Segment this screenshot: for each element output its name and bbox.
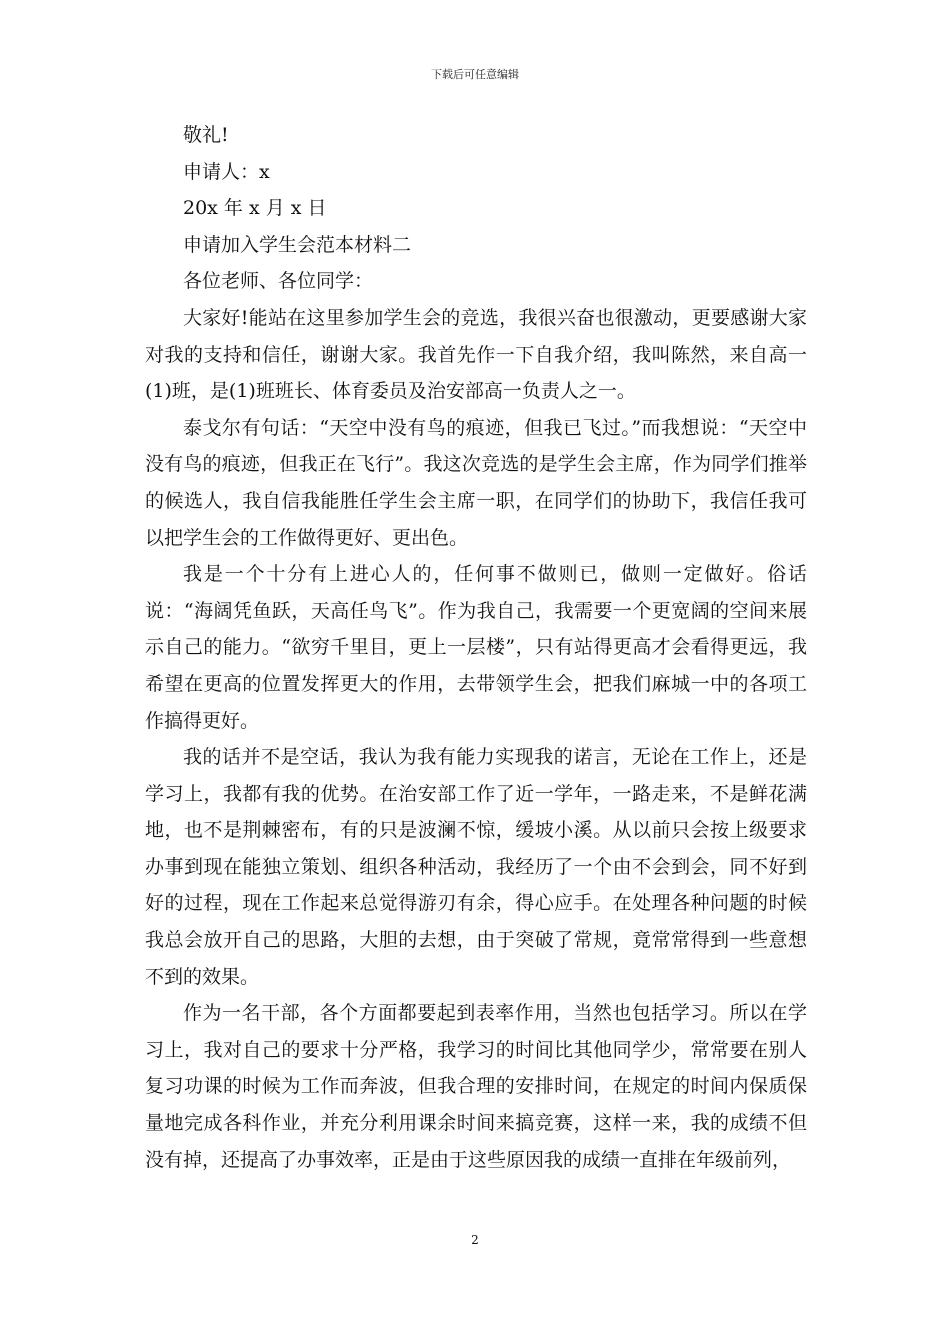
body-paragraph: 泰戈尔有句话：“天空中没有鸟的痕迹，但我已飞过。”而我想说：“天空中没有鸟的痕迹，但我正在飞行”。我这次竞选的是学生会主席，作为同学们推举的候选人，我自信我能胜任学生会主席一职，在同学们的协助下，我信任我可以把学生会的工作做得更好、更出色。 bbox=[145, 416, 807, 549]
salutation-line: 各位老师、各位同学： bbox=[183, 270, 374, 293]
date-line: 20x 年 x 月 x 日 bbox=[183, 197, 327, 220]
body-paragraph: 我是一个十分有上进心人的，任何事不做则已，做则一定做好。俗话说：“海阔凭鱼跃，天高任鸟飞”。作为我自己，我需要一个更宽阔的空间来展示自己的能力。“欲穷千里目，更上一层楼”，只有站得更高才会看得更远，我希望在更高的位置发挥更大的作用，去带领学生会，把我们麻城一中的各项工作搞得更好。 bbox=[145, 563, 807, 732]
page-header-note: 下载后可任意编辑 bbox=[431, 68, 519, 81]
section-title: 申请加入学生会范本材料二 bbox=[183, 233, 412, 256]
body-paragraph: 大家好!能站在这里参加学生会的竞选，我很兴奋也很激动，更要感谢大家对我的支持和信任，谢谢大家。我首先作一下自我介绍，我叫陈然，来自高一(1)班，是(1)班班长、体育委员及治安部高一负责人之一。 bbox=[145, 306, 807, 403]
document-body bbox=[145, 117, 807, 1178]
closing-line: 敬礼! bbox=[183, 124, 229, 146]
applicant-line: 申请人：x bbox=[183, 160, 270, 183]
body-paragraph: 作为一名干部，各个方面都要起到表率作用，当然也包括学习。所以在学习上，我对自己的要求十分严格，我学习的时间比其他同学少，常常要在别人复习功课的时候为工作而奔波，但我合理的安排时间，在规定的时间内保质保量地完成各科作业，并充分利用课余时间来搞竞赛，这样一来，我的成绩不但没有掉，还提高了办事效率，正是由于这些原因我的成绩一直排在年级前列， bbox=[145, 1002, 807, 1171]
body-paragraph: 我的话并不是空话，我认为我有能力实现我的诺言，无论在工作上，还是学习上，我都有我的优势。在治安部工作了近一学年，一路走来，不是鲜花满地，也不是荆棘密布，有的只是波澜不惊，缓坡小溪。从以前只会按上级要求办事到现在能独立策划、组织各种活动，我经历了一个由不会到会，同不好到好的过程，现在工作起来总觉得游刃有余，得心应手。在处理各种问题的时候我总会放开自己的思路，大胆的去想，由于突破了常规，竟常常得到一些意想不到的效果。 bbox=[145, 746, 807, 988]
page-number: 2 bbox=[471, 1233, 479, 1247]
